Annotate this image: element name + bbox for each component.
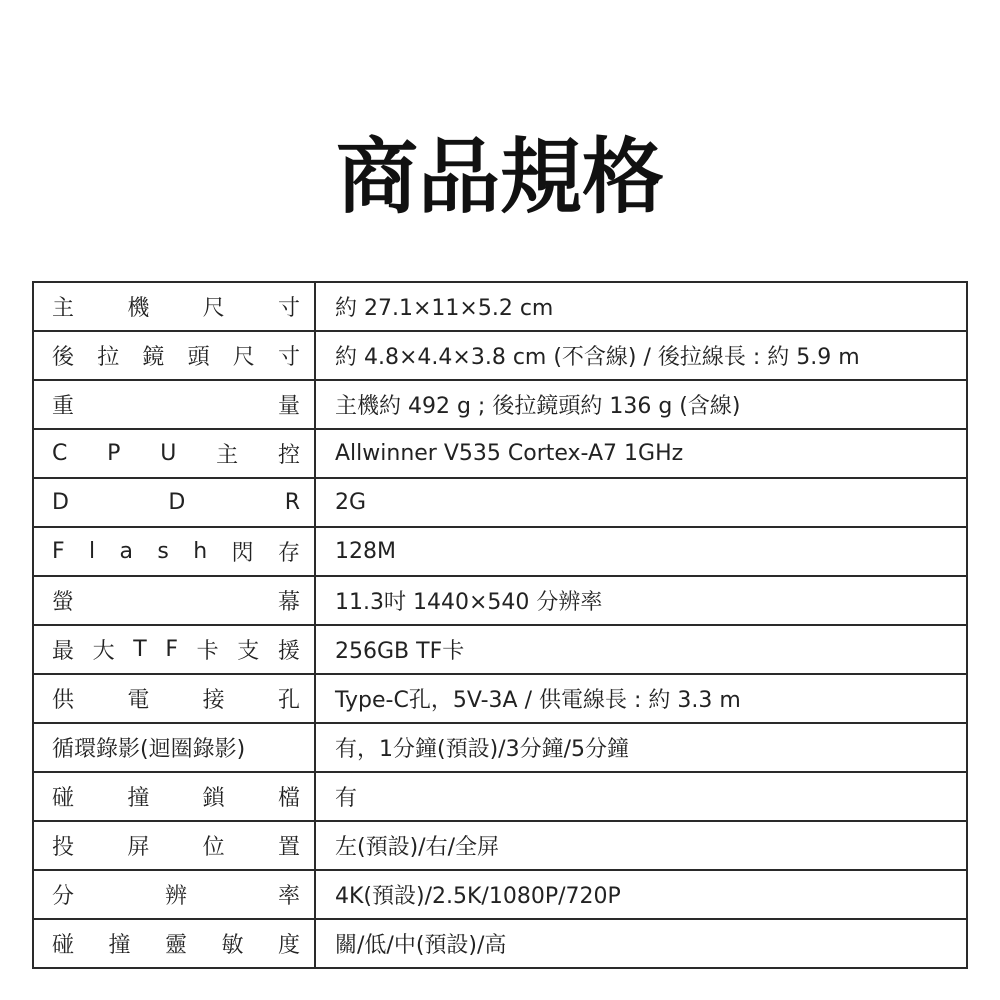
spec-value: 關/低/中(預設)/高 — [315, 919, 967, 968]
spec-value: Type-C孔，5V-3A / 供電線長 : 約 3.3 m — [315, 674, 967, 723]
spec-label — [52, 536, 300, 567]
spec-value: 11.3吋 1440×540 分辨率 — [315, 576, 967, 625]
spec-row — [33, 674, 967, 723]
spec-label-char: 辨 — [164, 884, 187, 909]
spec-label — [52, 634, 300, 665]
spec-label — [52, 490, 300, 515]
spec-row — [33, 429, 967, 478]
spec-value: 約 27.1×11×5.2 cm — [315, 282, 967, 331]
spec-label-char: 拉 — [97, 345, 120, 370]
spec-label — [52, 340, 300, 371]
spec-label-char: C — [52, 441, 68, 466]
spec-label-char: 幕 — [277, 590, 300, 615]
spec-label-char: 供 — [52, 688, 75, 713]
spec-label-cell — [33, 429, 315, 478]
spec-label-cell — [33, 331, 315, 380]
spec-label-cell — [33, 772, 315, 821]
spec-value: 有，1分鐘(預設)/3分鐘/5分鐘 — [315, 723, 967, 772]
spec-label-char: T — [133, 637, 147, 662]
spec-label-char: 寸 — [277, 345, 300, 370]
spec-label-cell — [33, 625, 315, 674]
spec-label-char: 孔 — [277, 688, 300, 713]
spec-value: 左(預設)/右/全屏 — [315, 821, 967, 870]
spec-row — [33, 282, 967, 331]
spec-label — [52, 438, 300, 469]
spec-label-cell — [33, 527, 315, 576]
spec-table — [32, 281, 968, 969]
spec-label — [52, 683, 300, 714]
spec-label-char: 大 — [92, 639, 115, 664]
spec-label-cell — [33, 380, 315, 429]
spec-label-char: 碰 — [52, 933, 75, 958]
spec-value: 2G — [315, 478, 967, 527]
spec-label-cell — [33, 919, 315, 968]
spec-row — [33, 723, 967, 772]
spec-label-char: l — [89, 539, 96, 564]
spec-label-char: 卡 — [196, 639, 219, 664]
spec-label-cell — [33, 870, 315, 919]
spec-label — [52, 585, 300, 616]
spec-label-char: 電 — [127, 688, 150, 713]
spec-label-char: a — [119, 539, 134, 564]
spec-value: 128M — [315, 527, 967, 576]
spec-label-char: 控 — [277, 443, 300, 468]
spec-value: Allwinner V535 Cortex-A7 1GHz — [315, 429, 967, 478]
spec-label-char: 螢 — [52, 590, 75, 615]
page-title: 商品規格 — [335, 130, 664, 225]
spec-label — [52, 879, 300, 910]
spec-value: 主機約 492 g ; 後拉鏡頭約 136 g (含線) — [315, 380, 967, 429]
spec-label-char: 分 — [52, 884, 75, 909]
spec-label-char: 鎖 — [202, 786, 225, 811]
spec-label-char: 率 — [277, 884, 300, 909]
spec-label-char: 存 — [277, 541, 300, 566]
spec-label-char: F — [52, 539, 65, 564]
spec-label — [52, 389, 300, 420]
spec-label — [52, 781, 300, 812]
spec-label-char: D — [168, 490, 186, 515]
spec-label-char: 閃 — [231, 541, 254, 566]
spec-label-char: s — [157, 539, 169, 564]
spec-row — [33, 527, 967, 576]
spec-label-cell — [33, 576, 315, 625]
spec-row — [33, 478, 967, 527]
spec-label-char: 頭 — [187, 345, 210, 370]
spec-value: 有 — [315, 772, 967, 821]
spec-label-char: 鏡 — [142, 345, 165, 370]
spec-label-char: 後 — [52, 345, 75, 370]
spec-label-char: 最 — [52, 639, 75, 664]
spec-label-char: 援 — [277, 639, 300, 664]
spec-value: 約 4.8×4.4×3.8 cm (不含線) / 後拉線長 : 約 5.9 m — [315, 331, 967, 380]
spec-label-char: 量 — [277, 394, 300, 419]
spec-label-char: 屏 — [127, 835, 150, 860]
spec-label-char: 投 — [52, 835, 75, 860]
spec-row — [33, 821, 967, 870]
spec-value: 4K(預設)/2.5K/1080P/720P — [315, 870, 967, 919]
spec-label-char: R — [284, 490, 300, 515]
spec-label-char: 支 — [237, 639, 260, 664]
spec-label-char: 碰 — [52, 786, 75, 811]
spec-label-cell — [33, 674, 315, 723]
spec-label — [52, 830, 300, 861]
spec-label-cell — [33, 282, 315, 331]
spec-label — [52, 928, 300, 959]
spec-row — [33, 772, 967, 821]
spec-label-cell — [33, 478, 315, 527]
spec-label-char: 重 — [52, 394, 75, 419]
spec-label-char: 檔 — [277, 786, 300, 811]
spec-label-char: 主 — [216, 443, 239, 468]
spec-label-char: U — [160, 441, 177, 466]
spec-label-char: 置 — [277, 835, 300, 860]
spec-label-char: 尺 — [202, 296, 225, 321]
spec-row — [33, 625, 967, 674]
spec-label-char: 撞 — [108, 933, 131, 958]
spec-label-char: 度 — [277, 933, 300, 958]
spec-label-char: F — [165, 637, 179, 662]
spec-label-char: D — [52, 490, 69, 515]
spec-label: 循環錄影(迴圈錄影) — [52, 737, 246, 762]
spec-label-char: P — [107, 441, 121, 466]
spec-table-body — [33, 282, 967, 968]
spec-label-cell — [33, 821, 315, 870]
spec-label-char: h — [193, 539, 208, 564]
spec-label-char: 位 — [202, 835, 225, 860]
spec-label-char: 接 — [202, 688, 225, 713]
spec-label-cell — [33, 723, 315, 772]
spec-row — [33, 331, 967, 380]
spec-row — [33, 576, 967, 625]
spec-label-char: 機 — [127, 296, 150, 321]
spec-label-char: 主 — [52, 296, 75, 321]
spec-row — [33, 870, 967, 919]
spec-row — [33, 919, 967, 968]
spec-row — [33, 380, 967, 429]
spec-label — [52, 291, 300, 322]
spec-label-char: 尺 — [232, 345, 255, 370]
spec-label-char: 撞 — [127, 786, 150, 811]
spec-label-char: 敏 — [221, 933, 244, 958]
spec-label-char: 靈 — [164, 933, 187, 958]
spec-value: 256GB TF卡 — [315, 625, 967, 674]
spec-label-char: 寸 — [277, 296, 300, 321]
